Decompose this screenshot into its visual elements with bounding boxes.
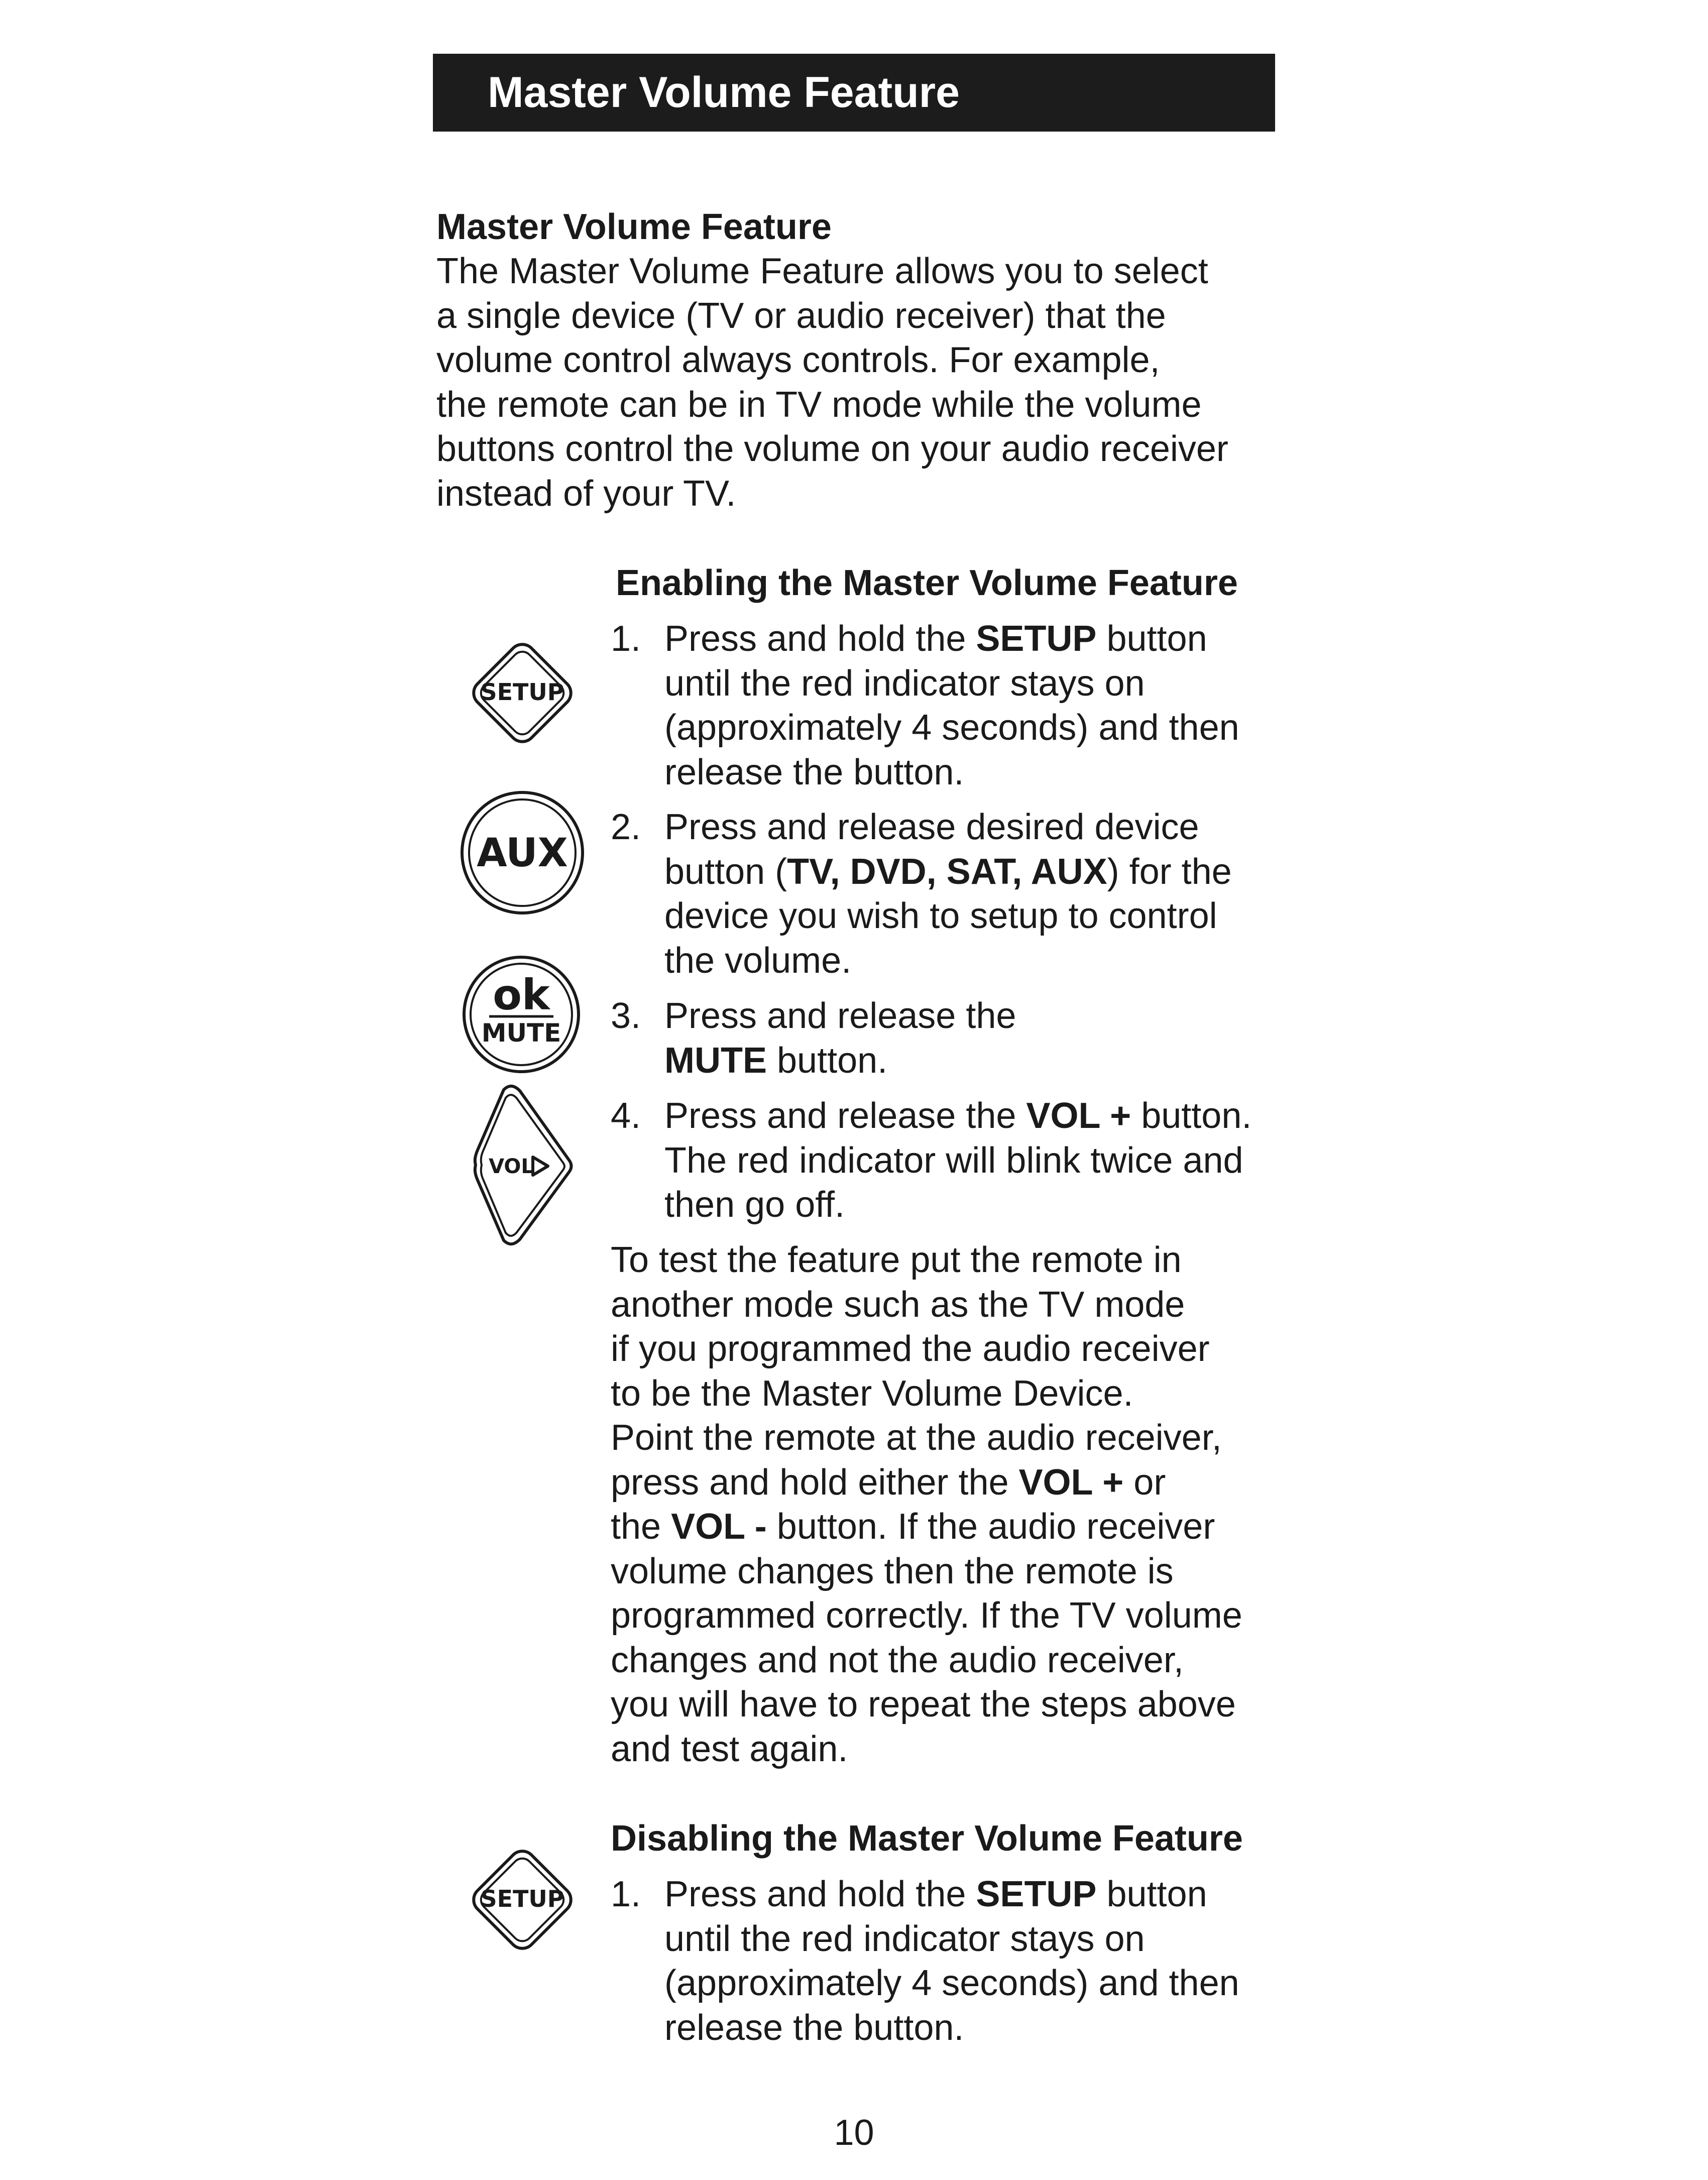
svg-text:MUTE: MUTE <box>481 1018 561 1048</box>
intro-line: instead of your TV. <box>436 473 736 514</box>
test-line: changes and not the audio receiver, <box>611 1640 1184 1680</box>
test-line: To test the feature put the remote in <box>611 1240 1182 1280</box>
intro-line: the remote can be in TV mode while the volume <box>436 384 1202 425</box>
intro-line: volume control always controls. For example, <box>436 340 1160 380</box>
disabling-heading: Disabling the Master Volume Feature <box>611 1818 1243 1859</box>
header-banner <box>433 54 1275 132</box>
vol-up-button-icon <box>474 1085 574 1245</box>
test-line: you will have to repeat the steps above <box>611 1684 1236 1725</box>
setup-button-icon <box>462 633 583 753</box>
svg-text:SETUP: SETUP <box>480 678 564 706</box>
svg-text:AUX: AUX <box>477 831 568 876</box>
setup-button-icon <box>462 1840 583 1960</box>
enabling-heading: Enabling the Master Volume Feature <box>616 563 1238 603</box>
aux-button-icon <box>457 787 588 918</box>
test-line: if you programmed the audio receiver <box>611 1329 1210 1369</box>
ok-mute-button-icon <box>460 953 583 1076</box>
intro-line: a single device (TV or audio receiver) that the <box>436 295 1166 336</box>
page-number: 10 <box>834 2113 874 2153</box>
intro-paragraph <box>436 249 1228 516</box>
test-line: and test again. <box>611 1729 848 1769</box>
svg-text:ok: ok <box>493 970 550 1019</box>
intro-heading: Master Volume Feature <box>436 207 832 247</box>
test-line: volume changes then the remote is <box>611 1551 1174 1591</box>
test-line: Point the remote at the audio receiver, <box>611 1418 1222 1458</box>
step-number: 1. <box>611 619 641 659</box>
step-number: 2. <box>611 807 641 847</box>
test-line: programmed correctly. If the TV volume <box>611 1595 1242 1636</box>
test-line: to be the Master Volume Device. <box>611 1373 1133 1414</box>
step-number: 4. <box>611 1096 641 1136</box>
svg-text:VOL: VOL <box>489 1155 534 1178</box>
test-line: another mode such as the TV mode <box>611 1284 1185 1325</box>
page-title: Master Volume Feature <box>488 68 960 117</box>
intro-line: buttons control the volume on your audio receiver <box>436 429 1228 469</box>
test-line: the VOL - button. If the audio receiver <box>611 1507 1215 1547</box>
test-line: press and hold either the VOL + or <box>611 1462 1166 1503</box>
svg-text:SETUP: SETUP <box>480 1885 564 1912</box>
test-paragraph <box>611 1238 1242 1771</box>
step-number: 3. <box>611 996 641 1036</box>
intro-line: The Master Volume Feature allows you to select <box>436 251 1208 291</box>
step-number: 1. <box>611 1874 641 1914</box>
